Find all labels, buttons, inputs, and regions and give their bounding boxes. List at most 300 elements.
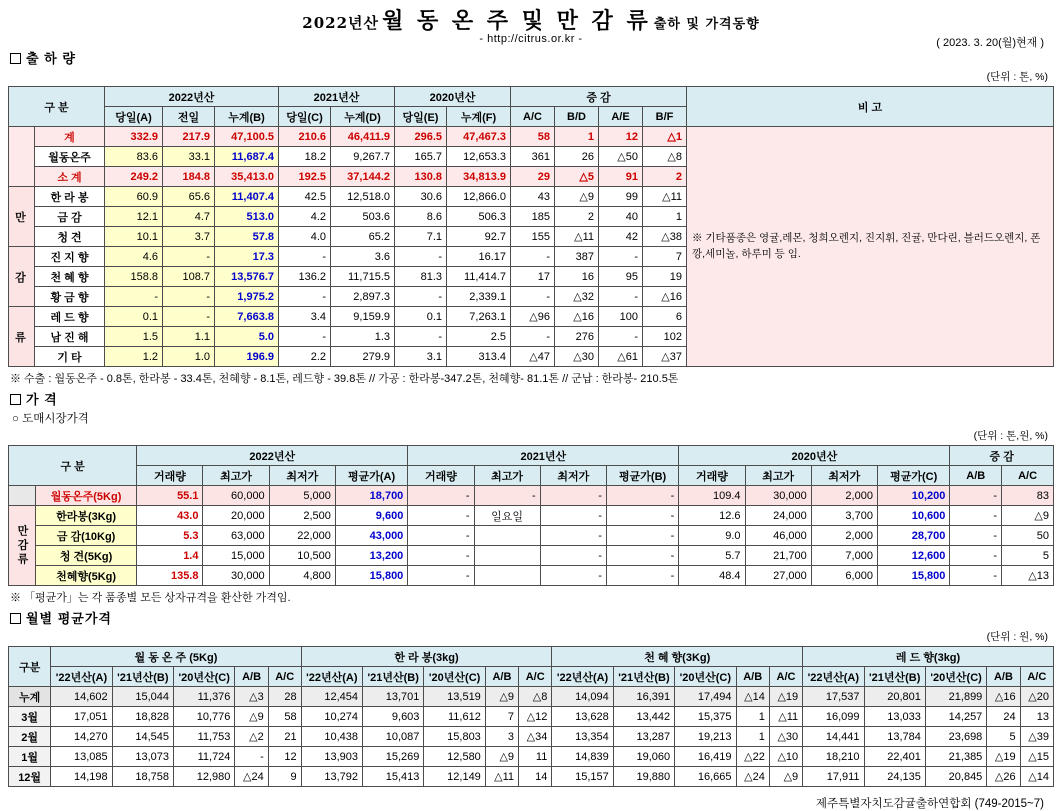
cell-value: 2,000: [811, 486, 877, 506]
cell-value: 10.1: [105, 227, 163, 247]
cell-value: 1.1: [163, 327, 215, 347]
cell-value: 18,828: [112, 707, 173, 727]
cell-value: 55.1: [137, 486, 203, 506]
page-title: 월 동 온 주 및 만 감 류: [382, 8, 651, 34]
row-label: 진 지 향: [35, 247, 105, 267]
cell-value: -: [950, 486, 1002, 506]
cell-value: -: [395, 287, 447, 307]
cell-value: -: [599, 287, 643, 307]
cell-value: 13,519: [424, 687, 485, 707]
cell-value: 11: [519, 747, 552, 767]
th-dangil-e: 당일(E): [395, 107, 447, 127]
th-group: 구분: [9, 647, 51, 687]
row-label: 계: [35, 127, 105, 147]
cell-value: 65.2: [331, 227, 395, 247]
as-of-date: ( 2023. 3. 20(월)현재 ): [936, 37, 1044, 49]
th-sub: '20년산(C): [424, 667, 485, 687]
cell-value: 2,339.1: [447, 287, 511, 307]
cell-value: 95: [599, 267, 643, 287]
cell-value: -: [163, 307, 215, 327]
cell-value: 5: [987, 727, 1020, 747]
cell-value: 12,149: [424, 767, 485, 787]
cell-value: 503.6: [331, 207, 395, 227]
cell-value: 15,375: [675, 707, 736, 727]
cell-value: 47,467.3: [447, 127, 511, 147]
cell-value: 13,628: [552, 707, 613, 727]
cell-value: -: [279, 287, 331, 307]
cell-value: 7: [643, 247, 687, 267]
cell-value: 9,600: [335, 506, 407, 526]
row-label: 한 라 봉: [35, 187, 105, 207]
cell-value: -: [408, 546, 474, 566]
cell-value: 12,600: [877, 546, 949, 566]
cell-value: △13: [1002, 566, 1054, 586]
cell-value: 15,800: [877, 566, 949, 586]
cell-value: 196.9: [215, 347, 279, 367]
row-label: 소 계: [35, 167, 105, 187]
th-sub: '22년산(A): [552, 667, 613, 687]
cell-value: 9.0: [679, 526, 745, 546]
row-label: 금 감(10Kg): [35, 526, 136, 546]
cell-value: △11: [643, 187, 687, 207]
cell-value: 21,899: [925, 687, 986, 707]
cell-value: △12: [519, 707, 552, 727]
th-high-2022: 최고가: [203, 466, 269, 486]
cell-value: 11,414.7: [447, 267, 511, 287]
cell-value: 15,800: [335, 566, 407, 586]
cell-value: 14,441: [803, 727, 864, 747]
cell-value: △30: [769, 727, 802, 747]
cell-value: 185: [511, 207, 555, 227]
th-sub: '21년산(B): [112, 667, 173, 687]
cell-value: 15,269: [363, 747, 424, 767]
th-group: 천 혜 향(3Kg): [552, 647, 803, 667]
org-footer: 제주특별자치도감귤출하연합회 (749-2015~7): [815, 798, 1044, 810]
row-label: 3월: [9, 707, 51, 727]
cell-value: 2: [555, 207, 599, 227]
cell-value: 19: [643, 267, 687, 287]
cell-value: 57.8: [215, 227, 279, 247]
th-sub: A/B: [987, 667, 1020, 687]
cell-value: 92.7: [447, 227, 511, 247]
th-high-2021: 최고가: [474, 466, 540, 486]
cell-value: △8: [519, 687, 552, 707]
cell-value: -: [606, 546, 678, 566]
cell-value: 14: [519, 767, 552, 787]
cell-value: △9: [769, 767, 802, 787]
th-gubun: 구 분: [9, 87, 105, 127]
cell-value: 83.6: [105, 147, 163, 167]
cell-value: 83: [1002, 486, 1054, 506]
cell-value: △16: [987, 687, 1020, 707]
row-label: 월동온주(5Kg): [35, 486, 136, 506]
cell-value: 4.0: [279, 227, 331, 247]
cell-value: △2: [235, 727, 268, 747]
th-2022: 2022년산: [137, 446, 408, 466]
cell-value: 28: [268, 687, 301, 707]
cell-value: 24,135: [864, 767, 925, 787]
th-sub: '20년산(C): [925, 667, 986, 687]
th-sub: '21년산(B): [613, 667, 674, 687]
site-url: - http://citrus.or.kr -: [479, 33, 583, 45]
cell-value: 17,911: [803, 767, 864, 787]
cell-value: 296.5: [395, 127, 447, 147]
table-row: [9, 767, 1054, 787]
th-2020: 2020년산: [679, 446, 950, 466]
cell-value: -: [408, 526, 474, 546]
cell-value: △20: [1020, 687, 1053, 707]
cell-value: 19,060: [613, 747, 674, 767]
row-label: 청 견(5Kg): [35, 546, 136, 566]
cell-value: 16,099: [803, 707, 864, 727]
title-pre: 2022년산: [302, 14, 379, 32]
th-ac: A/C: [1002, 466, 1054, 486]
cell-value: 12.6: [679, 506, 745, 526]
cell-value: 2,897.3: [331, 287, 395, 307]
cell-value: 33.1: [163, 147, 215, 167]
cell-value: 4.2: [279, 207, 331, 227]
cell-value: 14,270: [51, 727, 112, 747]
cell-value: 16,665: [675, 767, 736, 787]
cell-value: 17,537: [803, 687, 864, 707]
price-side-blank: [9, 486, 36, 506]
table-row: [9, 727, 1054, 747]
cell-value: △34: [519, 727, 552, 747]
cell-value: 3: [485, 727, 518, 747]
cell-value: -: [395, 247, 447, 267]
cell-value: 35,413.0: [215, 167, 279, 187]
cell-value: 21,700: [745, 546, 811, 566]
cell-value: 27,000: [745, 566, 811, 586]
cell-value: -: [950, 506, 1002, 526]
cell-value: 13,073: [112, 747, 173, 767]
cell-value: 155: [511, 227, 555, 247]
cell-value: 16.17: [447, 247, 511, 267]
cell-value: 5.7: [679, 546, 745, 566]
cell-value: 1.0: [163, 347, 215, 367]
table-row: [9, 687, 1054, 707]
th-sub: A/B: [485, 667, 518, 687]
cell-value: 506.3: [447, 207, 511, 227]
cell-value: 9,159.9: [331, 307, 395, 327]
cell-value: 10,200: [877, 486, 949, 506]
cell-value: 30.6: [395, 187, 447, 207]
cell-value: 65.6: [163, 187, 215, 207]
cell-value: 14,545: [112, 727, 173, 747]
cell-value: 3,700: [811, 506, 877, 526]
cell-value: △26: [987, 767, 1020, 787]
cell-value: 30,000: [745, 486, 811, 506]
cell-value: 13: [1020, 707, 1053, 727]
cell-value: 165.7: [395, 147, 447, 167]
cell-value: -: [105, 287, 163, 307]
cell-value: 332.9: [105, 127, 163, 147]
cell-value: 43,000: [335, 526, 407, 546]
cell-value: 30,000: [203, 566, 269, 586]
cell-value: -: [163, 287, 215, 307]
cell-value: △30: [555, 347, 599, 367]
cell-value: [474, 566, 540, 586]
cell-value: 7: [485, 707, 518, 727]
th-nugye-d: 누계(D): [331, 107, 395, 127]
cell-value: △9: [235, 707, 268, 727]
cell-value: △11: [485, 767, 518, 787]
cell-value: -: [599, 247, 643, 267]
cell-value: 313.4: [447, 347, 511, 367]
cell-value: 108.7: [163, 267, 215, 287]
cell-value: 513.0: [215, 207, 279, 227]
th-sub: '22년산(A): [301, 667, 362, 687]
cell-value: 17,051: [51, 707, 112, 727]
table-row: [9, 506, 1054, 526]
table-row: [9, 707, 1054, 727]
cell-value: 46,000: [745, 526, 811, 546]
cell-value: 7,663.8: [215, 307, 279, 327]
cell-value: -: [606, 506, 678, 526]
cell-value: △96: [511, 307, 555, 327]
cell-value: -: [511, 287, 555, 307]
cell-value: 20,845: [925, 767, 986, 787]
shipment-footnote: ※ 수출 : 월동온주 - 0.8톤, 한라봉 - 33.4톤, 천혜향 - 8.1톤, 레드향 - 39.8톤 // 가공 : 한라봉-347.2톤, 천혜향- 81.1톤 // 군납 : 한라봉- 210.5톤: [10, 373, 679, 385]
cell-value: 50: [1002, 526, 1054, 546]
cell-value: 14,839: [552, 747, 613, 767]
cell-value: 21,385: [925, 747, 986, 767]
section2-unit: (단위 : 톤,원, %): [973, 430, 1048, 442]
cell-value: 18,210: [803, 747, 864, 767]
cell-value: 3.7: [163, 227, 215, 247]
cell-value: 15,157: [552, 767, 613, 787]
th-2021: 2021년산: [279, 87, 395, 107]
price-footnote: ※ 「평균가」는 각 품종별 모든 상자규격을 환산한 가격임.: [10, 592, 291, 604]
cell-value: 19,880: [613, 767, 674, 787]
table-row: [9, 486, 1054, 506]
cell-value: △24: [736, 767, 769, 787]
cell-value: 5,000: [269, 486, 335, 506]
cell-value: 13,903: [301, 747, 362, 767]
th-sub: A/B: [235, 667, 268, 687]
th-ab: A/B: [950, 466, 1002, 486]
section-monthly-title: [10, 608, 1054, 627]
cell-value: △15: [1020, 747, 1053, 767]
price-table: [8, 445, 1054, 586]
cell-value: 210.6: [279, 127, 331, 147]
th-sub: A/C: [268, 667, 301, 687]
cell-value: 24: [987, 707, 1020, 727]
row-label: 월동온주: [35, 147, 105, 167]
cell-value: 17: [511, 267, 555, 287]
row-label: 황 금 향: [35, 287, 105, 307]
th-sub: A/B: [736, 667, 769, 687]
cell-value: 109.4: [679, 486, 745, 506]
cell-value: 4.7: [163, 207, 215, 227]
row-label: 한라봉(3Kg): [35, 506, 136, 526]
cell-value: △19: [987, 747, 1020, 767]
cell-value: 13,085: [51, 747, 112, 767]
th-ae: A/E: [599, 107, 643, 127]
cell-value: △16: [643, 287, 687, 307]
th-gubun: 구 분: [9, 446, 137, 486]
th-sub: '20년산(C): [675, 667, 736, 687]
cell-value: -: [540, 486, 606, 506]
cell-value: 28,700: [877, 526, 949, 546]
cell-value: 15,413: [363, 767, 424, 787]
cell-value: 18.2: [279, 147, 331, 167]
cell-value: -: [950, 546, 1002, 566]
cell-value: △19: [769, 687, 802, 707]
th-group: 월 동 온 주 (5Kg): [51, 647, 301, 667]
cell-value: 37,144.2: [331, 167, 395, 187]
cell-value: 13,784: [864, 727, 925, 747]
cell-value: -: [511, 247, 555, 267]
cell-value: △47: [511, 347, 555, 367]
cell-value: 1: [555, 127, 599, 147]
th-sub: '21년산(B): [363, 667, 424, 687]
th-group: 한 라 봉(3kg): [301, 647, 552, 667]
row-label: 누계: [9, 687, 51, 707]
cell-value: △1: [643, 127, 687, 147]
row-label: 기 타: [35, 347, 105, 367]
th-bigo: 비 고: [687, 87, 1054, 127]
cell-value: 12.1: [105, 207, 163, 227]
cell-value: △61: [599, 347, 643, 367]
cell-value: 14,198: [51, 767, 112, 787]
cell-value: 34,813.9: [447, 167, 511, 187]
cell-value: [474, 526, 540, 546]
th-high-2020: 최고가: [745, 466, 811, 486]
cell-value: 9,267.7: [331, 147, 395, 167]
th-avg-c: 평균가(C): [877, 466, 949, 486]
cell-value: 13,033: [864, 707, 925, 727]
table-row: [9, 127, 1054, 147]
cell-value: 20,000: [203, 506, 269, 526]
cell-value: -: [279, 327, 331, 347]
cell-value: 102: [643, 327, 687, 347]
side-band-ryu: 류: [9, 307, 35, 367]
cell-value: 3.4: [279, 307, 331, 327]
th-2022: 2022년산: [105, 87, 279, 107]
cell-value: 17.3: [215, 247, 279, 267]
cell-value: △39: [1020, 727, 1053, 747]
th-bf: B/F: [643, 107, 687, 127]
cell-value: 7,263.1: [447, 307, 511, 327]
cell-value: 2,500: [269, 506, 335, 526]
cell-value: 5.0: [215, 327, 279, 347]
cell-value: -: [279, 247, 331, 267]
cell-value: 130.8: [395, 167, 447, 187]
cell-value: △37: [643, 347, 687, 367]
cell-value: 7.1: [395, 227, 447, 247]
cell-value: 0.1: [105, 307, 163, 327]
cell-value: 22,401: [864, 747, 925, 767]
cell-value: 13,442: [613, 707, 674, 727]
cell-value: 2.5: [447, 327, 511, 347]
title-post: 출하 및 가격동향: [653, 17, 760, 32]
row-label: 금 감: [35, 207, 105, 227]
th-nugye-b: 누계(B): [215, 107, 279, 127]
row-label: 남 진 해: [35, 327, 105, 347]
cell-value: 10,600: [877, 506, 949, 526]
cell-value: 81.3: [395, 267, 447, 287]
price-side-band: 만감류: [9, 506, 36, 586]
cell-value: 16,391: [613, 687, 674, 707]
cell-value: △32: [555, 287, 599, 307]
cell-value: -: [408, 566, 474, 586]
cell-value: 13,576.7: [215, 267, 279, 287]
section-price-title: [10, 389, 1054, 408]
cell-value: 48.4: [679, 566, 745, 586]
cell-value: 1.5: [105, 327, 163, 347]
cell-value: -: [511, 327, 555, 347]
cell-value: -: [540, 546, 606, 566]
cell-value: 7,000: [811, 546, 877, 566]
row-label: 2월: [9, 727, 51, 747]
cell-value: 5.3: [137, 526, 203, 546]
section3-label: 월별 평균가격: [26, 611, 112, 626]
cell-value: 42.5: [279, 187, 331, 207]
cell-value: 12,980: [174, 767, 235, 787]
cell-value: 1: [736, 707, 769, 727]
cell-value: 387: [555, 247, 599, 267]
cell-value: 43: [511, 187, 555, 207]
cell-value: -: [606, 566, 678, 586]
cell-value: 10,500: [269, 546, 335, 566]
side-band-man: 만: [9, 187, 35, 247]
cell-value: 158.8: [105, 267, 163, 287]
cell-value: 184.8: [163, 167, 215, 187]
cell-value: 58: [268, 707, 301, 727]
cell-value: 12,518.0: [331, 187, 395, 207]
cell-value: 9,603: [363, 707, 424, 727]
cell-value: -: [235, 747, 268, 767]
th-sub: A/C: [519, 667, 552, 687]
cell-value: 1: [643, 207, 687, 227]
row-label: 청 견: [35, 227, 105, 247]
th-dangil-a: 당일(A): [105, 107, 163, 127]
cell-value: 58: [511, 127, 555, 147]
cell-value: 3.1: [395, 347, 447, 367]
th-change: 증 감: [950, 446, 1054, 466]
bigo-note: ※ 기타품종은 영귤,레몬, 청희오렌지, 진지휘, 진귤, 만다린, 블러드오렌지, 폰깡,세미놀, 하루미 등 임.: [687, 127, 1054, 367]
cell-value: 91: [599, 167, 643, 187]
cell-value: 11,376: [174, 687, 235, 707]
cell-value: 3.6: [331, 247, 395, 267]
cell-value: -: [606, 526, 678, 546]
th-bd: B/D: [555, 107, 599, 127]
cell-value: 60,000: [203, 486, 269, 506]
th-sub: '22년산(A): [803, 667, 864, 687]
th-sub: '21년산(B): [864, 667, 925, 687]
cell-value: 18,758: [112, 767, 173, 787]
checkbox-icon: [10, 53, 21, 64]
th-qty-2020: 거래량: [679, 466, 745, 486]
row-label: 레 드 향: [35, 307, 105, 327]
cell-value: 26: [555, 147, 599, 167]
cell-value: 11,715.5: [331, 267, 395, 287]
cell-value: 135.8: [137, 566, 203, 586]
table-row: [9, 747, 1054, 767]
cell-value: 16: [555, 267, 599, 287]
section3-unit: (단위 : 원, %): [986, 631, 1048, 643]
side-band-blank: [9, 127, 35, 187]
cell-value: △50: [599, 147, 643, 167]
cell-value: 46,411.9: [331, 127, 395, 147]
side-band-gam: 감: [9, 247, 35, 307]
cell-value: 16,419: [675, 747, 736, 767]
cell-value: 14,257: [925, 707, 986, 727]
cell-value: 12,580: [424, 747, 485, 767]
cell-value: 24,000: [745, 506, 811, 526]
cell-value: 9: [268, 767, 301, 787]
